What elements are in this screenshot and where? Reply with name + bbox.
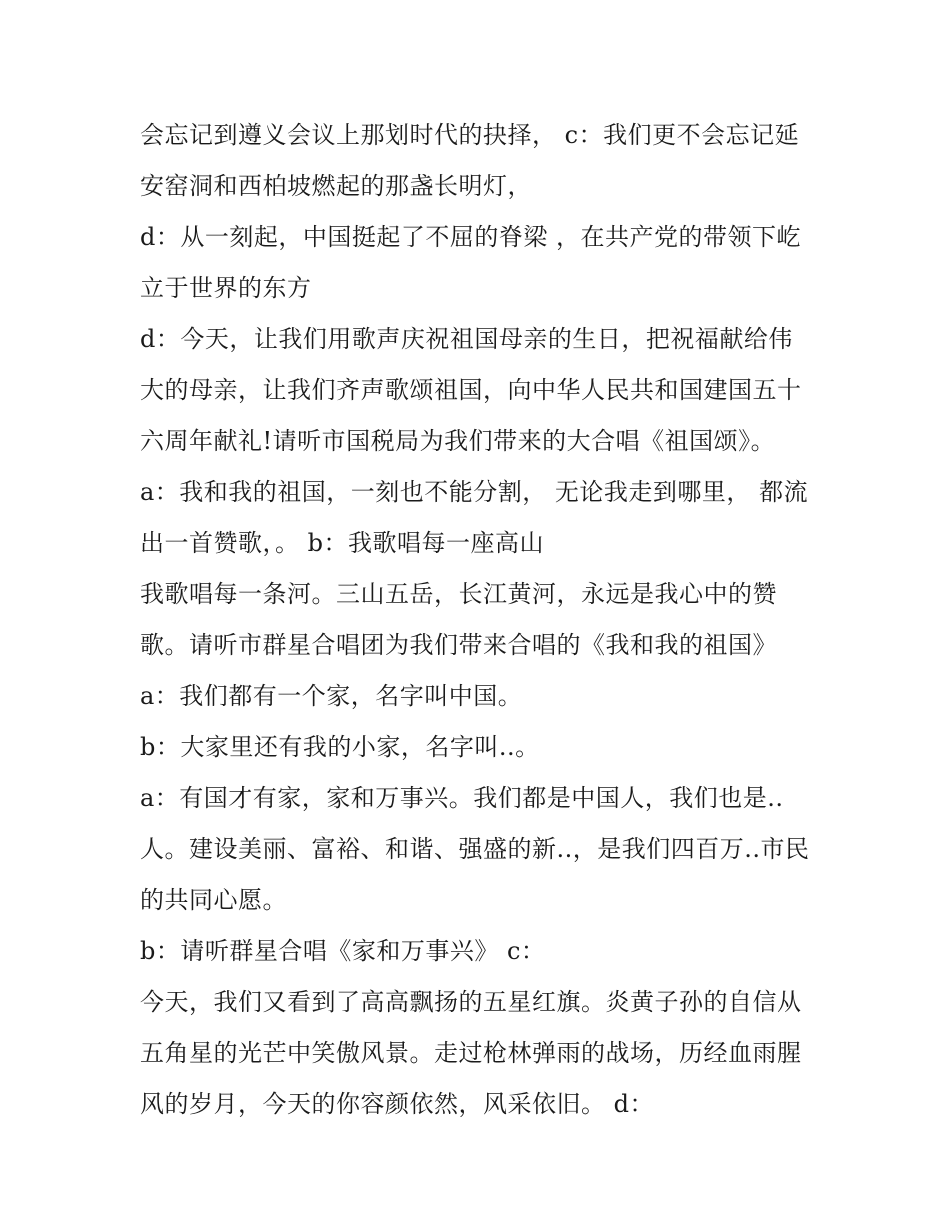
text-line: 人。建设美丽、富裕、和谐、强盛的新..，是我们四百万..市民 (140, 835, 810, 863)
body-text (140, 110, 820, 1130)
text-line: b：请听群星合唱《家和万事兴》 c： (140, 937, 546, 965)
text-line: 出一首赞歌，。 b：我歌唱每一座高山 (140, 529, 544, 557)
text-line: d：从一刻起，中国挺起了不屈的脊梁 ，在共产党的带领下屹 (140, 223, 801, 251)
text-line: 风的岁月，今天的你容颜依然，风采依旧。 d： (140, 1090, 654, 1118)
text-line: 会忘记到遵义会议上那划时代的抉择， c：我们更不会忘记延 (140, 121, 800, 149)
text-line: b：大家里还有我的小家，名字叫..。 (140, 733, 540, 761)
text-line: 五角星的光芒中笑傲风景。走过枪林弹雨的战场，历经血雨腥 (140, 1039, 802, 1067)
text-line: 立于世界的东方 (140, 274, 312, 302)
text-line: a：有国才有家，家和万事兴。我们都是中国人，我们也是.. (140, 784, 784, 812)
text-line: 安窑洞和西柏坡燃起的那盏长明灯， (140, 172, 532, 200)
text-line: d：今天，让我们用歌声庆祝祖国母亲的生日，把祝福献给伟 (140, 325, 793, 353)
text-line: 我歌唱每一条河。三山五岳，长江黄河，永远是我心中的赞 (140, 580, 777, 608)
text-line: 大的母亲，让我们齐声歌颂祖国，向中华人民共和国建国五十 (140, 376, 802, 404)
text-line: 的共同心愿。 (140, 886, 287, 914)
text-line: a：我和我的祖国，一刻也不能分割， 无论我走到哪里， 都流 (140, 478, 809, 506)
text-line: 今天，我们又看到了高高飘扬的五星红旗。炎黄子孙的自信从 (140, 988, 802, 1016)
text-line: 歌。请听市群星合唱团为我们带来合唱的《我和我的祖国》 (140, 631, 777, 659)
text-line: a：我们都有一个家，名字叫中国。 (140, 682, 523, 710)
text-line: 六周年献礼!请听市国税局为我们带来的大合唱《祖国颂》。 (140, 427, 776, 455)
